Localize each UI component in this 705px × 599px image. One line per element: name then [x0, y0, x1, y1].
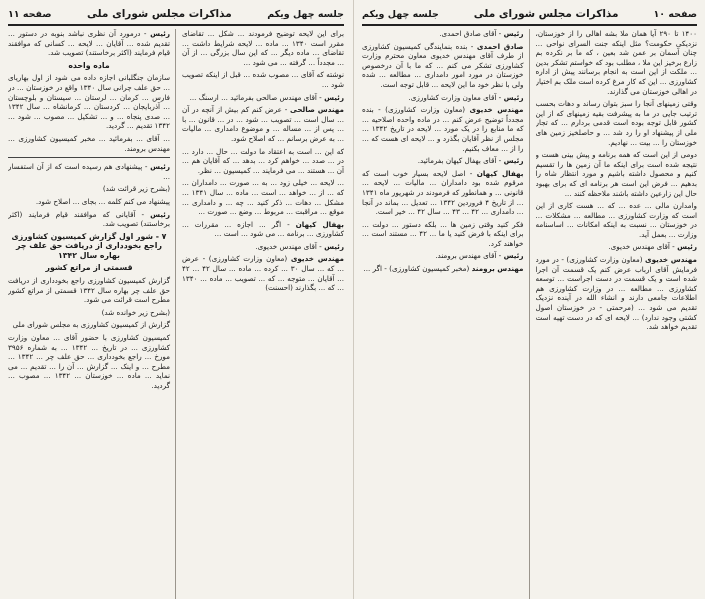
speech-text: - آقای مهندس صالحی بفرمائید ... ارسنگ ...: [189, 92, 325, 102]
column: [362, 29, 530, 599]
paragraph: ۱۴۰۰ تا ۲۹۰ آیا همان ملا بشه اهالی را از خوزستان، نزدیکی حکومت؟ مثل اینکه جنت السرای نواحی ... چنان آسمان بر عمن شد بعین ، که ما بر نکرده بم زارع برخیز این ملا ، مطلب بود که خواستم تشکر بدین ... ملکت از این است به انجام برسانند پیش از اداره کشاورزی ... این که کار مرغ کرده است ملک بم اختیار در اهالی خوزستان می گذارند.: [535, 29, 697, 96]
speech-paragraph: [362, 156, 524, 166]
paragraph: (بشرح زیر قرائت شد): [102, 184, 170, 194]
speech-paragraph: [362, 93, 524, 103]
speaker-name: مهندس خدیوی: [290, 254, 344, 264]
speech-paragraph: [182, 220, 344, 239]
paragraph: کمیسیون کشاورزی با حضور آقای ... معاون وزارت کشاورزی ... در تاریخ ... ۱۳۴۲ ... به شماره ۳۹۵۶ مورخ ... راجع بخودداری ... حق علف چر ... ۱۳۴۲ ... مطرح ... و اینک ... گزارش ... آن را ... تقدیم ... می نماید ... ماده ... خوزستان ... ۱۳۴۲ ... مصوب ... گردید.: [8, 333, 170, 390]
column: [8, 29, 176, 599]
paragraph: وامدارن مالی ... عده ... که ... هست کاری از این است که وزارت کشاورزی ... مطالعه ... مشکلات ... در خوزستان ... نسبت به اینکه امکانات ... اساسنامه وزارت ... بعمل آید.: [535, 201, 697, 239]
speaker-name: بهفال کیهان: [476, 168, 524, 178]
page-11: [0, 0, 352, 599]
speech-text: - اگر ... اجازه ... مقررات ... کشاورزی ... برنامه ... می شود ... است ...: [182, 219, 344, 239]
page-number: صفحه ۱۱: [8, 8, 52, 20]
page-number: صفحه ۱۰: [653, 8, 697, 20]
paragraph: وقتی زمینهای آنجا را سبز بتوان رساند و دهات بحسب ترتیب جایی در ما به پیشرفت بقیه زمینهای که از این کشور قابل توجه بوده است قدمی بردارم ... که تجار ملی از پیشنهاد او را رد شد ... و حاصلخیز زمین های خوزستان را ... بیت ... نهادیم.: [535, 99, 697, 147]
section-heading: ۷ - شور اول گزارش کمیسیون کشاورزی راجع بخودداری از دریافت حق علف چر بهاره سال ۱۳۴۲: [11, 231, 167, 260]
speaker-name: مهندس خدیوی: [469, 105, 524, 115]
speech-text: - آقایانی که موافقند قیام فرمایند (اکثر برخاستند) تصویب شد.: [8, 209, 170, 229]
paragraph: نوشته که آقای ... مصوب شده ... قبل از اینکه تصویب شود ...: [182, 70, 344, 89]
speech-text: (مخبر کمیسیون کشاورزی) - اگر ...: [363, 264, 472, 274]
page-header: [8, 6, 344, 26]
speaker-name: رئیس: [150, 209, 170, 219]
speech-paragraph: [8, 210, 170, 229]
paragraph: سازمان جنگلبانی اجازه داده می شود از اول بهاریای ... حق علف چرانی سال ۱۳۴۰ واقع در خوزستان ... در فارس ... کرمان ... لرستان ... سیستان و بلوچستان ... آذربایجان ... کردستان ... کرمانشاه ... سال ۱۳۴۲ ... صدی پنجاه ... و ... تشکیل ... مصوب ... شود ... ۱۳۴۲ تقدیم ... گردید.: [8, 73, 170, 131]
speech-paragraph: [362, 29, 524, 39]
speaker-name: صادق احمدی: [476, 41, 524, 51]
speaker-name: رئیس: [150, 162, 170, 172]
paragraph: برای این لایحه توضیح فرمودند ... شکل ... تقاضای مقرر است ۱۳۴۰ ... ماده ... لایحه شرایط داشت ... تقاضای ... ماده دیگر ... که این سال بزرگی ... از آن ... مجدداً ... گرفته ... می شود ...: [182, 29, 344, 67]
header-title: مذاکرات مجلس شورای ملی: [87, 8, 232, 20]
speaker-name: مهندس برومند: [471, 264, 524, 274]
speech-paragraph: [362, 169, 524, 217]
speech-text: (معاون وزارت کشاورزی) - بنده مجدداً توضیح عرض کنم ... در ماده واحده اصلاحیه ... که ما منابع را در یک مورد ... لایحه در تاریخ ۱۳۴۲ ... مجلس از نظر آقایان بگذرد و ... لایحه ای هست که ... را از ... معاف بکنیم.: [362, 105, 524, 153]
speech-paragraph: [362, 264, 524, 274]
speaker-name: رئیس: [324, 92, 344, 102]
speech-text: - عرض کنم کم بیش از آنچه در آن ... سال است ... تصویب ... شود ... در ... قانون ... با ... پس از ... مساله ... و موضوع دامداری ... مالیات ... به عرض برسانم ... که اصلاح شود.: [182, 105, 344, 143]
header-title: مذاکرات مجلس شورای ملی: [473, 8, 619, 20]
session-label: جلسه چهل ویکم: [267, 8, 344, 20]
speaker-name: بهفال کیهان: [295, 219, 344, 229]
speech-text: - آقای مهندس خدیوی.: [608, 242, 678, 252]
speech-text: - آقای مهندس خدیوی.: [255, 241, 325, 251]
paragraph: گزارش از کمیسیون کشاورزی به مجلس شورای ملی: [12, 320, 170, 330]
section-heading: ماده واحده: [68, 60, 110, 70]
paragraph: که این ... است به اعتقاد ما دولت ... حال ... دارد ... در ... صدد ... خواهم کرد ... بدهد ... که آقایان هم ... آن ... هستند ... می فرمایند ... کمیسیون ... نظر.: [182, 146, 344, 175]
paragraph: (بشرح زیر خوانده شد): [101, 307, 170, 317]
speech-text: (معاون وزارت کشاورزی) - عرض ... که ... سال ۳۰ ... کرده ... ماده ... سال ۴۲ ... ۴۲ ... آقایان ... متوجه ... که ... تصویب ... ماده ... ۱۳۴۰ ... که ... بگذارند (احسنت): [182, 254, 344, 293]
speaker-name: رئیس: [150, 29, 170, 38]
session-label: جلسه چهل ویکم: [362, 8, 439, 20]
paragraph: ... لایحه ... خیلی زود ... به ... صورت ... دامداران ... که ... از ... خواهد ... است ... ماده ... سال ۱۳۴۱ ... مشکل ... دهات ... ذکر کنید ... چه ... و دامداری ... موقع ... مراقبت ... مربوط ... وضع ... صورت ...: [182, 178, 344, 217]
speech-text: - آقای بهفال کیهان بفرمائید.: [417, 156, 504, 166]
speech-paragraph: [362, 105, 524, 153]
speech-paragraph: [362, 251, 524, 261]
paragraph: ... آقای ... بفرمائید ... مخبر کمیسیون کشاورزی ... مهندس برومند.: [8, 133, 170, 153]
speech-text: - آقای معاون وزارت کشاورزی.: [408, 92, 504, 102]
speaker-name: رئیس: [503, 251, 524, 261]
speaker-name: رئیس: [324, 241, 344, 251]
speech-paragraph: [182, 254, 344, 292]
speech-paragraph: [536, 242, 698, 252]
speech-text: - آقای مهندس برومند.: [435, 251, 504, 261]
speaker-name: رئیس: [677, 242, 697, 252]
speech-text: (معاون وزارت کشاورزی) - در مورد فرمایش آقای ارباب عرض کنم یک قسمت آن اجرا شده است و یک قسمت در دست اجراست ... توسعه کشاورزی ... مطالعه ... در وزارت کشاورزی هم اطلاعات جامعی دارند و انشاء الله در آینده نزدیک تقدیم می شود ... (مرحمتی - در خوزستان اصول کشتی وجود ندارد) ... لایحه ای که در دست تهیه است تقدیم خواهد شد.: [535, 255, 697, 332]
speech-text: - بنده بنمایندگی کمیسیون کشاورزی از طرف آقای مهندس خدیوی معاون محترم وزارت کشاورزی تشکر می کنم ... که ما با آن درخصوص خوزستان در مورد امور دامداری ... مطالعه ... شده ولی با نظر خود ما این لایحه ... قابل توجه است.: [362, 41, 524, 89]
speech-paragraph: [182, 242, 344, 252]
paragraph: فکر کنید وقتی زمین ها ... بلکه دستور ... دولت ... برای اینکه با فرض کنید یا ما ... ۴۲ ... مستند است ... خواهند کرد.: [362, 219, 524, 248]
speech-text: - اصل لایحه بسیار خوب است که مرقوم شده بود دامداران ... مالیات ... لایحه ... قانونی ... و همانطور که فرمودند در شهریور ماه ۱۳۴۱ ... از تاریخ ۴ فروردین ۱۳۴۲ ... تعدیل ... بماند در آنجا ... دامداری ... ۴۲ ... ۴۳ ... سال ۴۲ ... خیر است.: [362, 168, 524, 217]
column: [182, 29, 344, 599]
paragraph: پیشنهاد می کنم کلمه ... بجای ... اصلاح شود.: [35, 196, 170, 206]
paragraph: دومی از این است که همه برنامه و پیش بینی هست و نتیجه شده است برای اینکه ما آن زمین ها را تقسیم کنیم و محصول داشته باشیم و مورد انتظار شاه را بدهیم ... فرض این است هر برنامه ای که برای بهبود حال این زارعین داشته باشند ملاحظه کنند ...: [535, 150, 697, 198]
speaker-name: رئیس: [503, 156, 524, 166]
page-10: [353, 0, 705, 599]
speaker-name: رئیس: [503, 29, 524, 38]
speech-paragraph: [8, 162, 170, 181]
speech-paragraph: [536, 255, 698, 332]
speech-paragraph: [182, 93, 344, 103]
speech-text: - درمورد آن نظری نباشد بنوبه در دستور ... تقدیم شده ... آقایان ... لایحه ... کسانی که موافقند قیام فرمایند (اکثر برخاستند) تصویب شد.: [8, 29, 170, 58]
paragraph: گزارش کمیسیون کشاورزی راجع بخودداری از دریافت حق علف چر بهاره سال ۱۳۴۲ قسمتی از مراتع کشور مطرح است قرائت می شود.: [8, 276, 170, 305]
page-header: [362, 6, 697, 26]
divider: [8, 157, 170, 158]
speech-paragraph: [182, 105, 344, 143]
speaker-name: مهندس صالحی: [290, 105, 344, 115]
speech-text: - پیشنهادی هم رسیده است که از آن استفسار ...: [8, 162, 170, 181]
speech-paragraph: [362, 42, 524, 90]
speaker-name: رئیس: [503, 92, 524, 102]
speech-text: - آقای صادق احمدی.: [439, 29, 504, 38]
section-heading: قسمتی از مراتع کشور: [45, 263, 133, 273]
speech-paragraph: [8, 29, 170, 58]
speaker-name: مهندس خدیوی: [644, 255, 697, 265]
column: [536, 29, 698, 599]
